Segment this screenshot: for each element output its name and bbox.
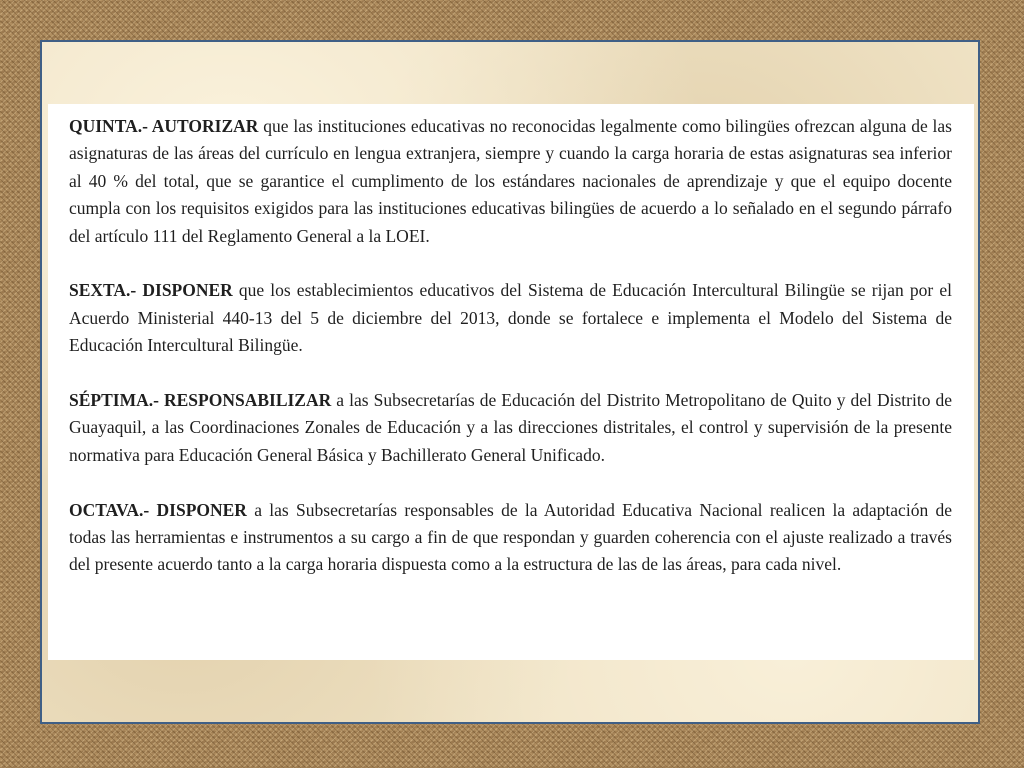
slide-frame <box>40 40 980 724</box>
clause-heading: SEXTA.- DISPONER <box>69 280 233 301</box>
clause-body: a las Subsecretarías de Educación del Distrito Metropolitano de Quito y del Distrito de Guayaquil, a las Coordinaciones Zonales de Educación y a las direcciones distritales, el control y supervisión de la presente normativa para Educación General Básica y Bachillerato General Unificado. <box>69 390 953 465</box>
clause-body: a las Subsecretarías responsables de la Autoridad Educativa Nacional realicen la adaptación de todas las herramientas e instrumentos a su cargo a fin de que respondan y guarden coherencia con el ajuste realizado a través del presente acuerdo tanto a la carga horaria dispuesta como a la estructura de las de las áreas, para cada nivel. <box>69 499 952 575</box>
clause-quinta <box>69 113 952 250</box>
document-text-panel <box>48 104 974 660</box>
clause-heading: QUINTA.- AUTORIZAR <box>69 116 259 136</box>
clause-septima <box>69 387 952 469</box>
clause-heading: OCTAVA.- DISPONER <box>69 499 247 520</box>
clause-body: que los establecimientos educativos del Sistema de Educación Intercultural Bilingüe se rijan por el Acuerdo Ministerial 440-13 del 5 de diciembre del 2013, donde se fortalece e implementa el Modelo del Sistema de Educación Intercultural Bilingüe. <box>69 280 952 356</box>
clause-body: que las instituciones educativas no reconocidas legalmente como bilingües ofrezcan alguna de las asignaturas de las áreas del currículo en lengua extranjera, siempre y cuando la carga horaria de estas asignaturas sea inferior al 40 % del total, que se garantice el cumplimento de los estándares nacionales de aprendizaje y que el equipo docente cumpla con los requisitos exigidos para las instituciones educativas bilingües de acuerdo a lo señalado en el segundo párrafo del artículo 111 del Reglamento General a la LOEI. <box>69 116 952 246</box>
clause-octava <box>69 497 952 579</box>
clause-sexta <box>69 277 952 359</box>
clause-heading: SÉPTIMA.- RESPONSABILIZAR <box>69 390 332 411</box>
